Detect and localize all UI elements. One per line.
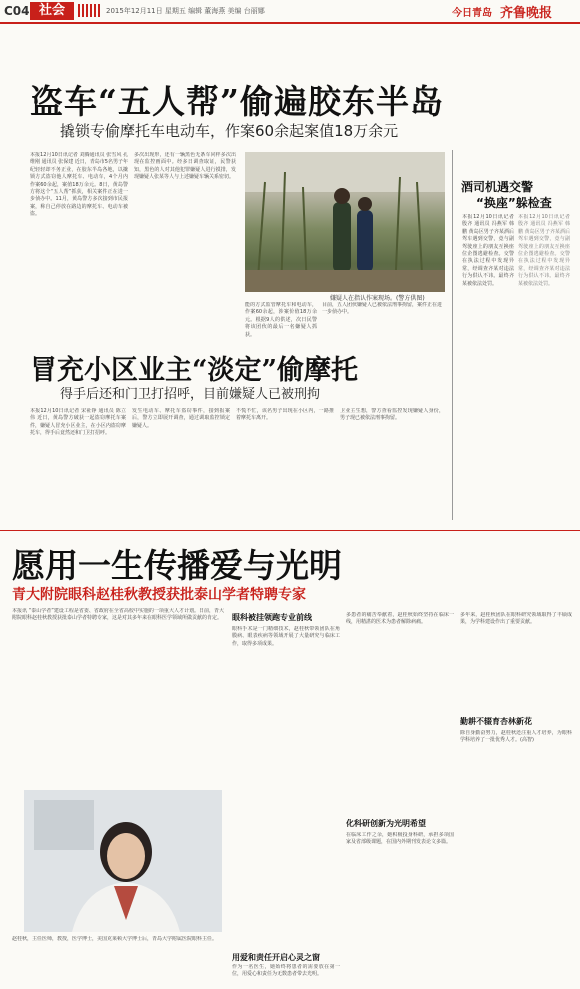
story1-subheadline: 撬锁专偷摩托车电动车，作案60余起案值18万余元 [60,122,399,140]
newspaper-logo: 齐鲁晚报 [500,6,553,21]
story2-column-2: 发生电动车、摩托车盗窃事件，接到报案后，警方立即展开调查，通过调取监控锁定嫌疑人。 [132,408,230,429]
column-divider [452,150,453,520]
story3-subhead-a: 眼科被挂领跑专业前线 [232,613,312,622]
section-decoration [78,4,100,17]
story3-subhead-c: 化科研创新为光明希望 [346,819,426,828]
portrait-icon [24,790,222,932]
page-number: C04 [4,4,30,18]
side-headline-line1: 酒司机遇交警 [461,180,534,194]
story3-subheadline: 青大附院眼科赵桂秋教授获批泰山学者特聘专家 [12,587,306,603]
page-header [0,0,580,24]
section-rule [0,530,580,531]
story3-photo-caption: 赵桂秋，主任医师，教授，医学博士，美国克莱顿大学博士后，青岛大学附属医院眼科主任。 [12,936,218,942]
story2-headline: 冒充小区业主“淡定”偷摩托 [30,355,359,386]
issue-meta: 2015年12月11日 星期五 编辑 董海燕 美编 台丽娜 [106,7,265,15]
story1-column-4: 目前，五人团伙嫌疑人已被依法刑事拘留，案件正在进一步侦办中。 [322,302,442,316]
story1-photo [245,152,445,292]
story1-headline: 盗车“五人帮”偷遍胶东半岛 [30,82,444,121]
section-label: 社会 [30,2,74,20]
story3-column-4b: 除自身勤奋努力，赵桂秋还注重人才培养，为眼科学科培养了一批优秀人才。(高智) [460,730,572,744]
story2-column-1: 本报12月10日讯记者 宋祉铮 通讯员 陈立伟 近日，黄岛警方破获一起盗窃摩托车案件，嫌疑人冒充小区业主，在小区内盗窃摩托车，得手后竟然还和门卫打招呼。 [30,408,126,437]
story1-column-2: 多次出现形，还有一辆黑色无条车同样多次出现在监控画面中。经多日调查取证，民警获知，黑色的人对其他犯罪嫌疑人进行摸排，发现嫌疑人张某等人与上述嫌疑车辆关系密切。 [134,152,236,181]
story3-column-1: 本报讯 “泰山学者”建设工程是省委、省政府在全省高校中实施的一项重大人才计划。日前，青大附院眼科赵桂秋教授获批泰山学者特聘专家，这是对其多年来在眼科医学领域所做贡献的肯定。 [12,608,224,622]
side-headline-line2: “换座”躲检查 [476,196,552,210]
story3-subhead-b: 用爱和责任开启心灵之窗 [232,953,320,962]
story2-column-3: 不慌不忙，该名男子出现在小区内，一路推着摩托车离开。 [236,408,334,422]
story2-subheadline: 得手后还和门卫打招呼，目前嫌疑人已被刑拘 [60,387,321,402]
story3-subhead-d: 勤耕不辍育杏林新花 [460,717,532,726]
story3-column-4: 多年来，赵桂秋团队在眼科研究领域取得了丰硕成果，为学科建设作出了重要贡献。 [460,612,572,626]
photo-icon [245,152,445,292]
story3-portrait-photo [24,790,222,932]
story3-column-3b: 在临床工作之余，她积极投身科研，承担多项国家及省部级课题，在国内外期刊发表论文多篇。 [346,832,454,846]
story1-photo-caption: 嫌疑人在指认作案现场。(警方供图) [330,295,425,302]
side-column-2: 本报12月10日讯记者 殷齐 通讯员 冯燕军 韩鹏 黄岛区男子齐某酒后驾车遇到交警，竟与副驾驶座上的朋友互换座位企图逃避检查。交警在执法过程中发现异常，经调查齐某对违法行为供认不讳。最终齐某被依法处罚。 [518,214,570,287]
story3-headline: 愿用一生传播爱与光明 [12,546,342,585]
story3-column-3: 多患者的痛苦奉献着，赵桂秋始终坚持在临床一线，用精湛的医术为患者解除病痛。 [346,612,454,626]
side-column-1: 本报12月10日讯记者 殷齐 通讯员 冯燕军 韩鹏 黄岛区男子齐某酒后驾车遇到交警，竟与副驾驶座上的朋友互换座位企图逃避检查。交警在执法过程中发现异常，经调查齐某对违法行为供认不讳。最终齐某被依法处罚。 [462,214,514,287]
story1-column-1: 本报12月10日讯记者 刘腾通讯员 张雪风 孔维刚 通讯员 张保建 近日，青岛市5名男子年纪轻轻却不务正业，在胶东半岛各地，以撬锁方式盗窃他人摩托车、电动车，4个月内作案60余起，案值18万余元。8日，黄岛警方将这个“五人帮”抓获，相关案件正在进一步侦办中。11月，黄岛警方多次接到市民报案，称自己停放在路边的摩托车、电动车被盗。 [30,152,128,218]
story3-column-2: 眼科手术是一门精细技术，赵桂秋带领团队在角膜病、眼表疾病等领域开展了大量研究与临床工作，取得多项成果。 [232,626,340,647]
story1-column-3: 能的方式监管摩托车和电动车，作案60余起，涉案价值18万余元。根据9人的供述，次日民警将该团伙的最后一名嫌疑人抓获。 [245,302,317,338]
story3-column-2b: 作为一名医生，她始终将患者的需要放在第一位，用爱心和责任为无数患者带去光明。 [232,964,340,978]
edition-name: 今日青岛 [452,8,492,19]
story2-column-4: 卫业主生想，警方查看监控发现嫌疑人身份，男子现已被依法刑事拘留。 [340,408,444,422]
